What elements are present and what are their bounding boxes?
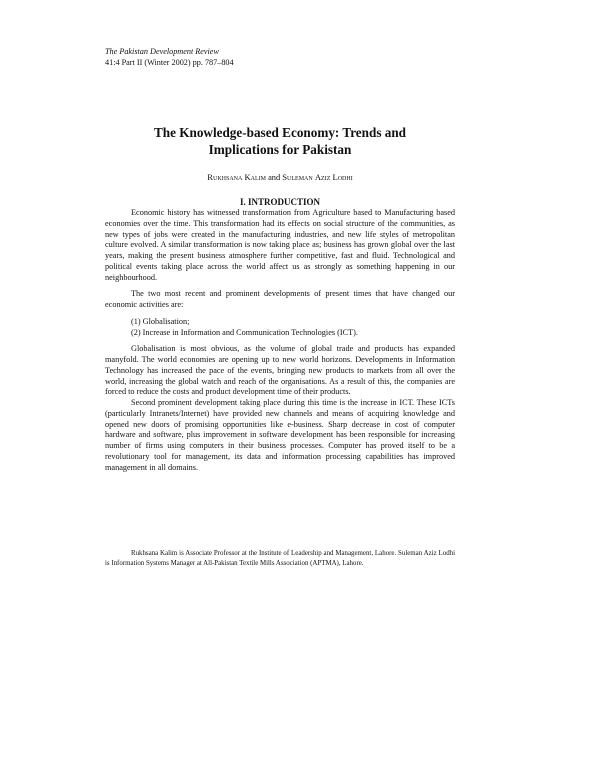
title-line-2: Implications for Pakistan bbox=[208, 142, 352, 157]
section-heading: I. INTRODUCTION bbox=[239, 197, 320, 207]
article-authors bbox=[105, 172, 455, 182]
list-item-globalisation: (1) Globalisation; bbox=[131, 316, 190, 326]
author1-first-name: Rukhsana bbox=[207, 172, 243, 182]
journal-name: The Pakistan Development Review bbox=[105, 47, 219, 56]
author-connector: and bbox=[268, 173, 281, 182]
volume-info: 41:4 Part II (Winter 2002) pp. 787–804 bbox=[105, 58, 234, 67]
article-body bbox=[105, 208, 455, 473]
footnote-text: Rukhsana Kalim is Associate Professor at the Institute of Leadership and Management, Lahore. Suleman Aziz Lodhi is Information Systems Manager at All-Pakistan Textile Mills Association (APTMA), Lahore. bbox=[105, 550, 455, 567]
list-item-ict: (2) Increase in Information and Communication Technologies (ICT). bbox=[131, 327, 358, 337]
author-footnote bbox=[105, 549, 455, 568]
author1-last-name: Kalim bbox=[244, 172, 266, 182]
paragraph-4: Second prominent development taking place during this time is the increase in ICT. These ICTs (particularly Intranets/Internet) have provided new channels and means of acquiring knowledge and opened new doors of promising opportunities like e-business. Sharp decrease in cost of computer hardware and software, plus improvement in software development has been responsible for increasing number of firms using computers in their business processes. Computer has proved itself to be a revolutionary tool for management, its data and information processing capabilities has improved management in all domains. bbox=[105, 398, 455, 472]
author2-last-name: Lodhi bbox=[332, 172, 353, 182]
title-line-1: The Knowledge-based Economy: Trends and bbox=[153, 125, 407, 140]
journal-header bbox=[105, 46, 234, 68]
paragraph-3: Globalisation is most obvious, as the volume of global trade and products has expanded manyfold. The world economies are opening up to new world horizons. Developments in Information Technology has increased the pace of the events, bringing new products to markets from all over the world, increasing the global watch and reach of the organisations. As a result of this, the companies are forced to reduce the costs and product development time of their products. bbox=[105, 344, 455, 397]
author2-middle-name: Aziz bbox=[314, 172, 331, 182]
paragraph-2: The two most recent and prominent developments of present times that have changed our economic activities are: bbox=[105, 289, 455, 309]
author2-first-name: Suleman bbox=[282, 172, 313, 182]
development-list bbox=[105, 317, 455, 339]
article-title bbox=[105, 124, 455, 158]
paragraph-1: Economic history has witnessed transformation from Agriculture based to Manufacturing based economies over the time. This transformation had its effects on social structure of the communities, as new types of jobs were created in the manufacturing industries, and new life styles of metropolitan culture evolved. A similar transformation is now taking place as; business has grown global over the last years, making the present business atmosphere further competitive, fast and fluid. Technological and political events taking place across the world affect us as strongly as something happening in our neighbourhood. bbox=[105, 208, 455, 282]
